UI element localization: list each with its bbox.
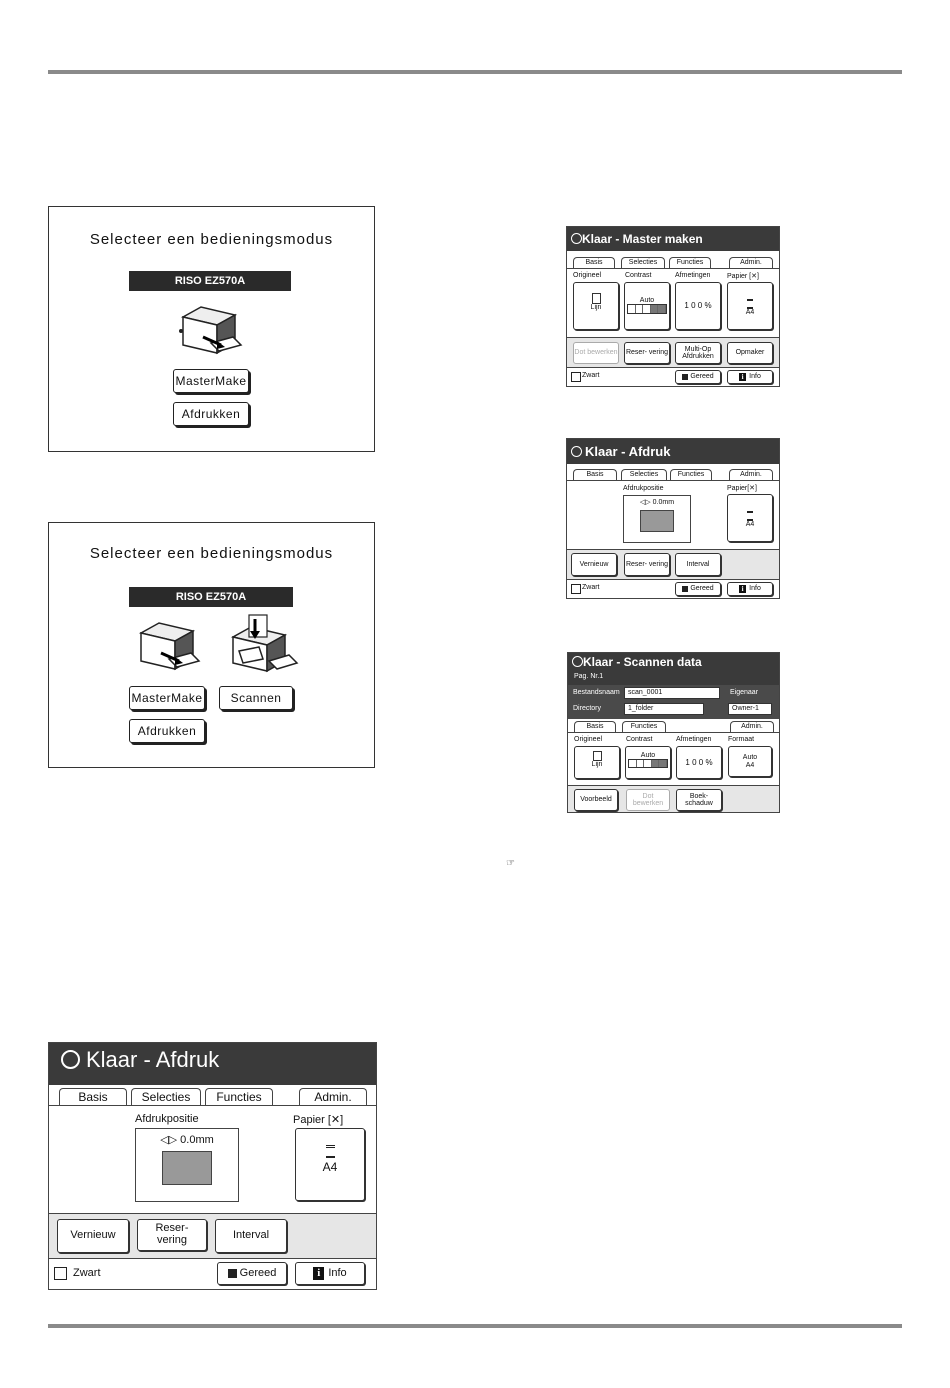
bestandsnaam-field[interactable]: scan_0001 xyxy=(624,687,720,699)
info-icon: i xyxy=(313,1267,324,1280)
info-button[interactable]: i Info xyxy=(727,370,773,384)
page-number: Pag. Nr.1 xyxy=(574,673,604,680)
mode-select-screen-1 xyxy=(48,206,375,452)
afmetingen-button[interactable]: 1 0 0 % xyxy=(676,746,722,779)
document-icon xyxy=(592,293,601,304)
mode-select-title: Selecteer een bedieningsmodus xyxy=(89,231,334,248)
paper-stack-icon xyxy=(747,511,753,521)
directory-field[interactable]: 1_folder xyxy=(624,703,704,715)
dot-bewerken-button[interactable]: Dot bewerken xyxy=(626,789,670,811)
tab-selecties[interactable]: Selecties xyxy=(131,1088,201,1106)
afmetingen-button[interactable]: 1 0 0 % xyxy=(675,282,721,330)
tab-admin[interactable]: Admin. xyxy=(729,469,773,480)
gereed-icon xyxy=(682,374,688,380)
print-screen-small xyxy=(566,438,780,599)
papier-button[interactable]: A4 xyxy=(727,494,773,542)
afmetingen-label: Afmetingen xyxy=(675,272,711,279)
papier-button[interactable]: A4 xyxy=(295,1128,365,1201)
paper-stack-icon xyxy=(747,299,753,309)
print-position-preview: ◁▷ 0.0mm xyxy=(135,1128,239,1202)
multi-op-afdrukken-button[interactable]: Multi-Op Afdrukken xyxy=(675,342,721,364)
model-banner: RISO EZ570A xyxy=(129,271,291,291)
ready-circle-icon xyxy=(571,233,582,244)
bottom-rule xyxy=(48,1324,902,1328)
contrast-button[interactable]: Auto xyxy=(624,282,670,330)
printer-status-icon xyxy=(571,372,581,382)
interval-button[interactable]: Interval xyxy=(215,1219,287,1253)
afmetingen-label: Afmetingen xyxy=(676,736,712,743)
origineel-button[interactable]: Lijn xyxy=(573,282,619,330)
contrast-label: Contrast xyxy=(626,736,653,743)
afdrukpositie-label: Afdrukpositie xyxy=(135,1113,199,1125)
contrast-label: Contrast xyxy=(625,272,652,279)
dot-bewerken-button[interactable]: Dot bewerken xyxy=(573,342,619,364)
papier-label: Papier [✕] xyxy=(293,1114,344,1126)
mastermake-button[interactable]: MasterMake xyxy=(173,369,249,393)
printer-icon xyxy=(177,303,247,359)
origineel-label: Origineel xyxy=(574,736,603,743)
master-making-screen xyxy=(566,226,780,387)
tab-basis[interactable]: Basis xyxy=(573,257,615,268)
screen-title: Klaar - Master maken xyxy=(582,232,703,246)
contrast-gauge xyxy=(627,304,667,314)
gereed-button[interactable]: Gereed xyxy=(217,1262,287,1285)
afdrukken-button[interactable]: Afdrukken xyxy=(129,719,205,743)
printer-status-icon xyxy=(571,584,581,594)
top-rule xyxy=(48,70,902,74)
pointing-hand-icon: ☞ xyxy=(506,858,515,869)
directory-label: Directory xyxy=(573,705,602,712)
tab-functies[interactable]: Functies xyxy=(669,257,711,268)
mode-select-screen-2 xyxy=(48,522,375,768)
info-icon: i xyxy=(739,585,746,593)
tab-functies[interactable]: Functies xyxy=(670,469,712,480)
color-status: Zwart xyxy=(582,584,600,591)
mode-select-title: Selecteer een bedieningsmodus xyxy=(89,545,334,562)
screen-title: Klaar - Afdruk xyxy=(86,1047,220,1072)
papier-label: Papier[✕] xyxy=(727,485,757,492)
eigenaar-label: Eigenaar xyxy=(730,689,759,696)
formaat-label: Formaat xyxy=(728,736,755,743)
print-screen-large xyxy=(48,1042,377,1290)
scannen-button[interactable]: Scannen xyxy=(219,686,293,710)
color-status: Zwart xyxy=(582,372,600,379)
vernieuw-button[interactable]: Vernieuw xyxy=(571,553,617,576)
ready-circle-icon xyxy=(572,656,583,667)
model-banner: RISO EZ570A xyxy=(129,587,293,607)
reservering-button[interactable]: Reser- vering xyxy=(137,1219,207,1251)
info-button[interactable]: i Info xyxy=(727,582,773,596)
tab-selecties[interactable]: Selecties xyxy=(621,469,667,480)
printer-icon xyxy=(135,619,205,675)
gereed-icon xyxy=(682,586,688,592)
origineel-button[interactable]: Lijn xyxy=(574,746,620,779)
tab-basis[interactable]: Basis xyxy=(573,469,617,480)
boekschaduw-button[interactable]: Boek- schaduw xyxy=(676,789,722,811)
color-status: Zwart xyxy=(73,1267,101,1279)
opmaker-button[interactable]: Opmaker xyxy=(727,342,773,364)
ready-circle-icon xyxy=(61,1050,80,1069)
contrast-gauge xyxy=(628,759,668,768)
tab-functies[interactable]: Functies xyxy=(622,721,666,732)
ready-circle-icon xyxy=(571,446,582,457)
afdrukpositie-label: Afdrukpositie xyxy=(623,485,664,492)
gereed-icon xyxy=(228,1269,237,1278)
tab-basis[interactable]: Basis xyxy=(574,721,616,732)
print-position-preview: ◁▷ 0.0mm xyxy=(623,495,691,543)
document-icon xyxy=(593,751,602,761)
reservering-button[interactable]: Reser- vering xyxy=(624,342,670,364)
voorbeeld-button[interactable]: Voorbeeld xyxy=(574,789,618,811)
screen-title: Klaar - Scannen data xyxy=(583,655,702,669)
origineel-label: Origineel xyxy=(573,272,602,279)
interval-button[interactable]: Interval xyxy=(675,553,721,576)
printer-status-icon xyxy=(54,1267,67,1280)
scan-data-screen xyxy=(567,652,780,813)
tab-basis[interactable]: Basis xyxy=(59,1088,127,1106)
info-icon: i xyxy=(739,373,746,381)
position-arrows-icon: ◁▷ xyxy=(160,1134,178,1146)
afdrukken-button[interactable]: Afdrukken xyxy=(173,402,249,426)
vernieuw-button[interactable]: Vernieuw xyxy=(57,1219,129,1253)
tab-admin[interactable]: Admin. xyxy=(730,721,774,732)
bestandsnaam-label: Bestandsnaam xyxy=(573,689,620,696)
position-arrows-icon: ◁▷ xyxy=(639,499,651,506)
formaat-button[interactable]: Auto A4 xyxy=(728,746,772,777)
contrast-button[interactable]: Auto xyxy=(625,746,671,779)
papier-button[interactable]: A4 xyxy=(727,282,773,330)
reservering-button[interactable]: Reser- vering xyxy=(624,553,670,576)
tab-admin[interactable]: Admin. xyxy=(299,1088,367,1106)
owner-field[interactable]: Owner-1 xyxy=(728,703,772,715)
paper-stack-icon xyxy=(326,1145,335,1158)
info-button[interactable]: i Info xyxy=(295,1262,365,1285)
gereed-button[interactable]: Gereed xyxy=(675,370,721,384)
mastermake-button[interactable]: MasterMake xyxy=(129,686,205,710)
papier-label: Papier [✕] xyxy=(727,273,759,280)
gereed-button[interactable]: Gereed xyxy=(675,582,721,596)
tab-selecties[interactable]: Selecties xyxy=(621,257,665,268)
scanner-icon xyxy=(225,613,299,675)
tab-admin[interactable]: Admin. xyxy=(729,257,773,268)
screen-title: Klaar - Afdruk xyxy=(585,444,671,459)
tab-functies[interactable]: Functies xyxy=(205,1088,273,1106)
